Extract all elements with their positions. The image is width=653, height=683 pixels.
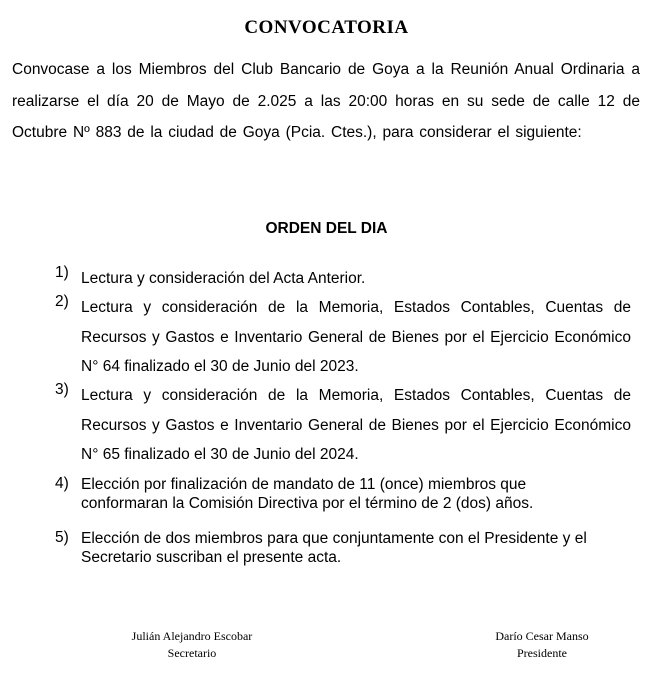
agenda-item <box>55 475 631 513</box>
intro-paragraph: Convocase a los Miembros del Club Bancario de Goya a la Reunión Anual Ordinaria a realizarse el día 20 de Mayo de 2.025 a las 20:00 horas en su sede de calle 12 de Octubre Nº 883 de la ciudad de Goya (Pcia. Ctes.), para considerar el siguiente: <box>12 61 640 141</box>
signature-name: Darío Cesar Manso <box>495 629 589 643</box>
agenda-item-number: 3) <box>55 381 69 398</box>
agenda-item-number: 1) <box>55 264 69 281</box>
signature-role: Presidente <box>517 646 567 660</box>
agenda-item <box>55 381 631 470</box>
agenda-item-text: Lectura y consideración de la Memoria, Estados Contables, Cuentas de Recursos y Gastos e Inventario General de Bienes por el Ejercicio Económico N° 64 finalizado el 30 de Junio del 2023. <box>81 299 631 375</box>
agenda-item <box>55 264 631 294</box>
agenda-item-number: 2) <box>55 293 69 310</box>
signature-president <box>452 628 632 662</box>
agenda-item-text: Lectura y consideración de la Memoria, Estados Contables, Cuentas de Recursos y Gastos e Inventario General de Bienes por el Ejercicio Económico N° 65 finalizado el 30 de Junio del 2024. <box>81 387 631 463</box>
agenda-heading: ORDEN DEL DIA <box>265 220 388 237</box>
agenda-item-text: Elección por finalización de mandato de 11 (once) miembros que conformaran la Comisión Directiva por el término de 2 (dos) años. <box>81 476 534 512</box>
agenda-item-text: Elección de dos miembros para que conjuntamente con el Presidente y el Secretario suscriban el presente acta. <box>81 530 587 566</box>
signature-secretary <box>92 628 292 662</box>
agenda-item-number: 4) <box>55 475 69 492</box>
agenda-item <box>55 529 631 567</box>
agenda-item <box>55 293 631 382</box>
document-title: CONVOCATORIA <box>244 17 409 38</box>
signature-role: Secretario <box>167 646 217 660</box>
agenda-item-number: 5) <box>55 529 69 546</box>
agenda-item-text: Lectura y consideración del Acta Anterior. <box>81 270 366 287</box>
signature-name: Julián Alejandro Escobar <box>131 629 253 643</box>
